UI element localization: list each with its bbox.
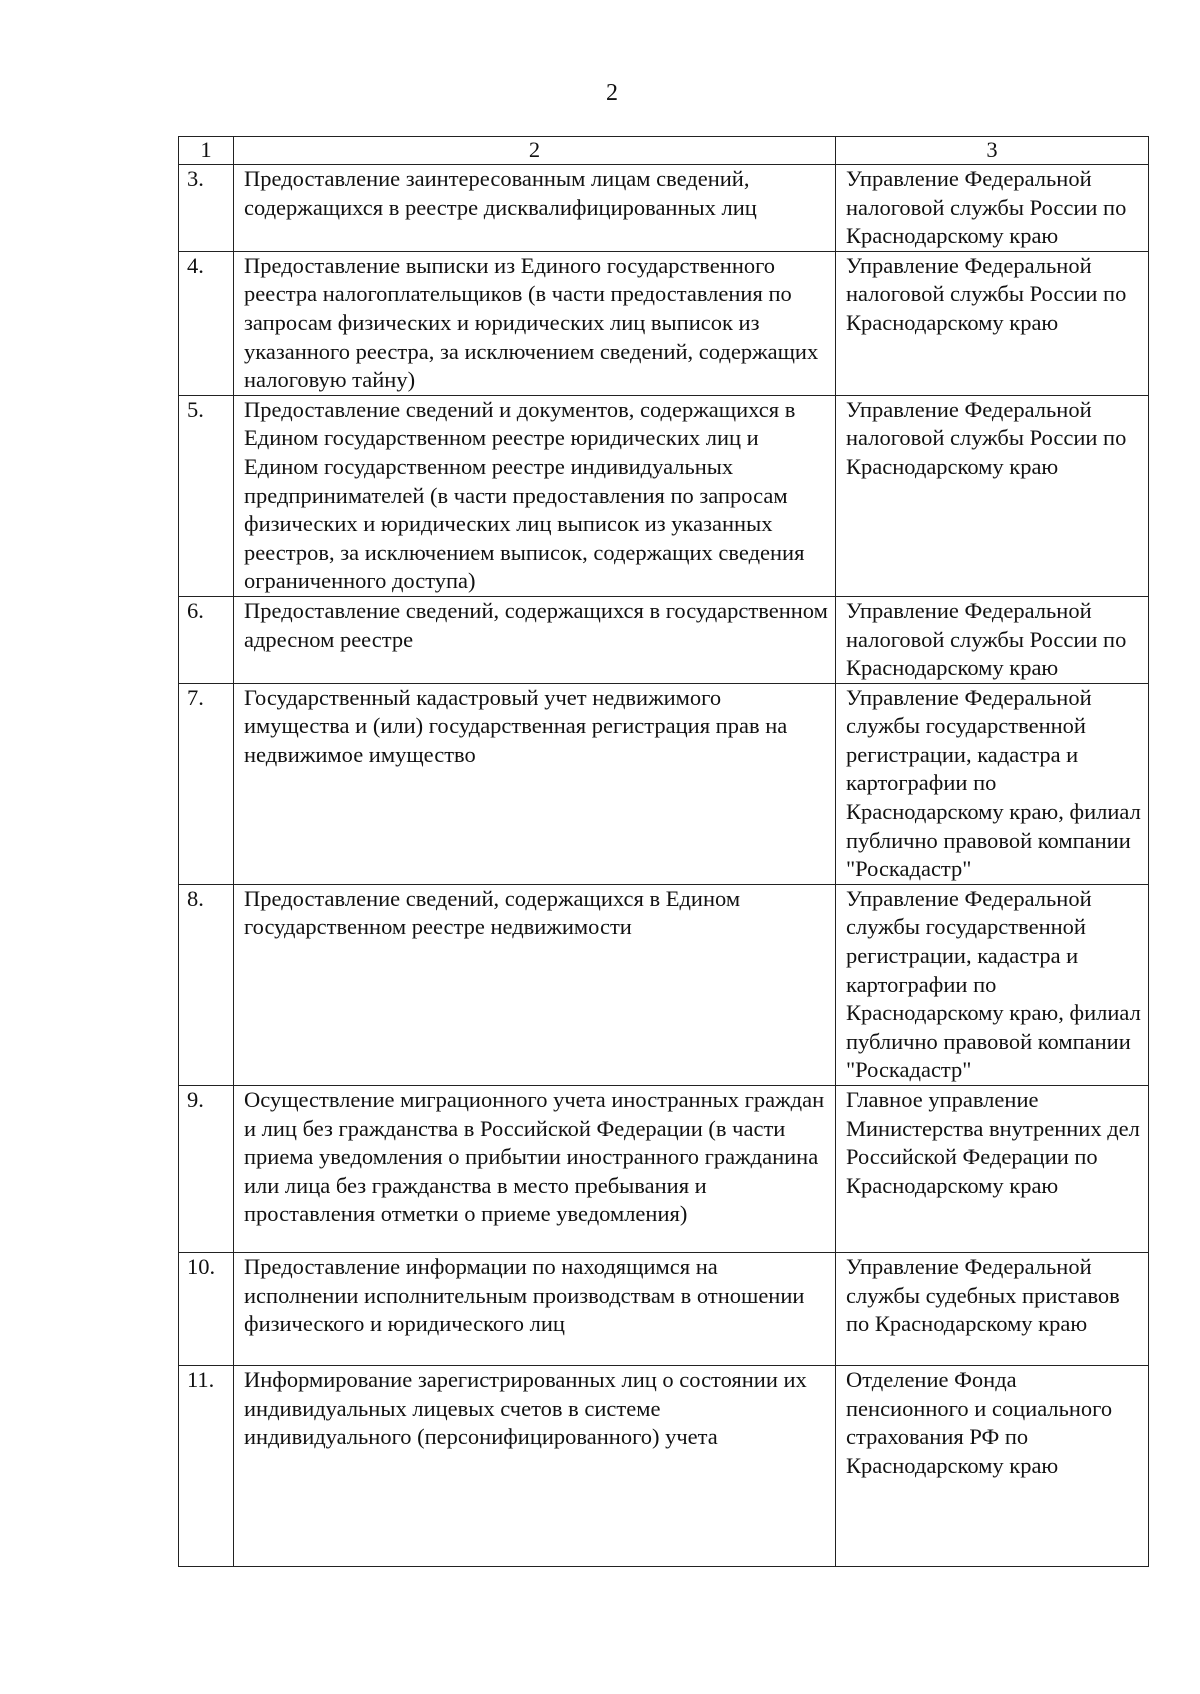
page-number: 2	[606, 80, 618, 106]
table-row	[179, 1366, 1149, 1567]
responsible-authority: Управление Федеральной налоговой службы России по Краснодарскому краю	[836, 596, 1149, 683]
table-row	[179, 596, 1149, 683]
service-name: Предоставление информации по находящимся на исполнении исполнительным производствам в отношении физического и юридического лиц	[234, 1253, 836, 1366]
row-number: 9.	[179, 1086, 234, 1253]
responsible-authority: Управление Федеральной службы государственной регистрации, кадастра и картографии по Краснодарскому краю, филиал публично правовой компании "Роскадастр"	[836, 683, 1149, 884]
column-header-1: 1	[179, 137, 234, 165]
table-row	[179, 165, 1149, 252]
table-row	[179, 884, 1149, 1085]
table-row	[179, 683, 1149, 884]
responsible-authority: Управление Федеральной службы государственной регистрации, кадастра и картографии по Краснодарскому краю, филиал публично правовой компании "Роскадастр"	[836, 884, 1149, 1085]
responsible-authority: Управление Федеральной налоговой службы России по Краснодарскому краю	[836, 251, 1149, 395]
service-name: Предоставление сведений и документов, содержащихся в Едином государственном реестре юридических лиц и Едином государственном реестре индивидуальных предпринимателей (в части предоставления по запросам физических и юридических лиц выписок из указанных реестров, за исключением выписок, содержащих сведения ограниченного доступа)	[234, 395, 836, 596]
service-name: Предоставление сведений, содержащихся в государственном адресном реестре	[234, 596, 836, 683]
table-row	[179, 395, 1149, 596]
service-name: Предоставление выписки из Единого государственного реестра налогоплательщиков (в части предоставления по запросам физических и юридических лиц выписок из указанного реестра, за исключением сведений, содержащих налоговую тайну)	[234, 251, 836, 395]
row-number: 5.	[179, 395, 234, 596]
row-number: 11.	[179, 1366, 234, 1567]
row-number: 4.	[179, 251, 234, 395]
table-row	[179, 251, 1149, 395]
row-number: 10.	[179, 1253, 234, 1366]
service-name: Осуществление миграционного учета иностранных граждан и лиц без гражданства в Российской Федерации (в части приема уведомления о прибытии иностранного гражданина или лица без гражданства в место пребывания и проставления отметки о приеме уведомления)	[234, 1086, 836, 1253]
table-row	[179, 1086, 1149, 1253]
responsible-authority: Главное управление Министерства внутренних дел Российской Федерации по Краснодарскому краю	[836, 1086, 1149, 1253]
row-number: 6.	[179, 596, 234, 683]
column-header-3: 3	[836, 137, 1149, 165]
service-name: Государственный кадастровый учет недвижимого имущества и (или) государственная регистрация прав на недвижимое имущество	[234, 683, 836, 884]
row-number: 7.	[179, 683, 234, 884]
row-number: 8.	[179, 884, 234, 1085]
responsible-authority: Управление Федеральной налоговой службы России по Краснодарскому краю	[836, 165, 1149, 252]
service-name: Информирование зарегистрированных лиц о состоянии их индивидуальных лицевых счетов в системе индивидуального (персонифицированного) учета	[234, 1366, 836, 1567]
services-table	[178, 136, 1149, 1567]
column-header-2: 2	[234, 137, 836, 165]
responsible-authority: Управление Федеральной налоговой службы России по Краснодарскому краю	[836, 395, 1149, 596]
service-name: Предоставление сведений, содержащихся в Едином государственном реестре недвижимости	[234, 884, 836, 1085]
responsible-authority: Отделение Фонда пенсионного и социального страхования РФ по Краснодарскому краю	[836, 1366, 1149, 1567]
service-name: Предоставление заинтересованным лицам сведений, содержащихся в реестре дисквалифицированных лиц	[234, 165, 836, 252]
table-row	[179, 1253, 1149, 1366]
table-header-row	[179, 137, 1149, 165]
responsible-authority: Управление Федеральной службы судебных приставов по Краснодарскому краю	[836, 1253, 1149, 1366]
row-number: 3.	[179, 165, 234, 252]
